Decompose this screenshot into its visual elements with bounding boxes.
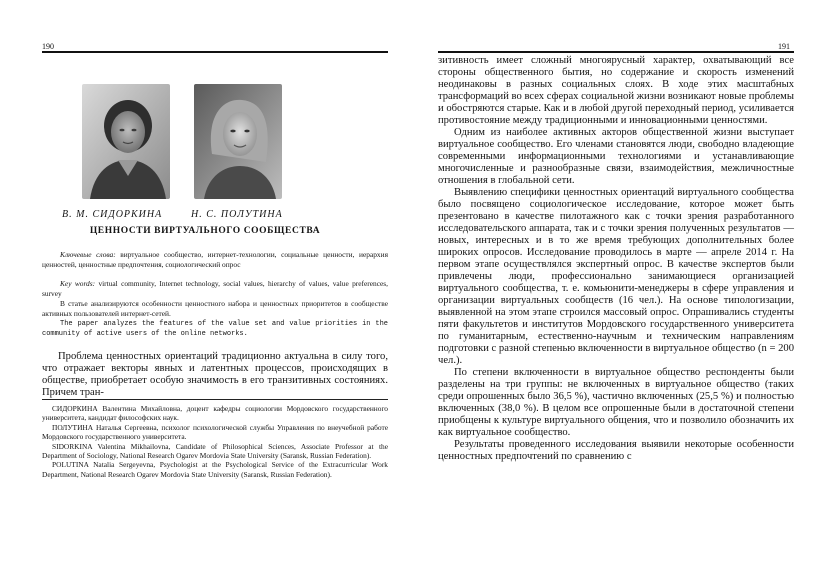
paragraph: зитивность имеет сложный многоярусный характер, охватывающий все стороны общественного бытия, но содержание и скорость изменений неодинаковы в разных социальных слоях. В ходе этих масштабных трансформаций во всех сферах социальной жизни возникают новые проблемы и обостряются старые. Как и в любой другой переходный период, усиливается противостояние между традиционными и инновационными ценностями.: [438, 55, 794, 126]
keywords-en-text: virtual community, Internet technology, social values, hierarchy of values, value preferences, survey: [42, 279, 388, 298]
footnote: SIDORKINA Valentina Mikhailovna, Candidate of Philosophical Sciences, Associate Professor at the Department of Sociology, National Research Ogarev Mordovia State University (Saransk, Russian Federation).: [42, 441, 388, 461]
abstract-ru: В статье анализируются особенности ценностного набора и ценностных приоритетов в сообществе активных пользователей интернет-сетей.: [42, 299, 388, 318]
paragraph: По степени включенности в виртуальное общество респонденты были разделены на три группы: не включенных в виртуальное общество (таких среди опрошенных было 36,5 %), частично включенных (25,5 %) и полностью включенных (38,0 %). В целом все опрошенные были в достаточной степени приобщены к культуре виртуального общения, что и позволило обозначить их как виртуальное сообщество.: [438, 367, 794, 438]
body-text-right: [438, 55, 794, 463]
right-page: [410, 0, 820, 566]
paragraph: Одним из наиболее активных акторов общественной жизни выступает виртуальное сообщество. Его членами становятся люди, свободно владеющие современными информационными технологиями и устанавливающие многочисленные и разнообразные связи, взаимодействия, межличностные отношения в глобальной сети.: [438, 127, 794, 186]
footnote: ПОЛУТИНА Наталья Сергеевна, психолог психологической службы Управления по внеучебной работе Мордовского государственного университета.: [42, 422, 388, 442]
author-photo-sidorkina: [82, 84, 170, 199]
abstract-en: The paper analyzes the features of the value set and value priorities in the community of active users of the online networks.: [42, 320, 388, 338]
header-rule-right: [438, 51, 794, 53]
paragraph: Проблема ценностных ориентаций традиционно актуальна в силу того, что отражает векторы явных и латентных процессов, происходящих в обществе, приобретает особую значимость в его транзитивных состояниях. Причем тран-: [42, 351, 388, 398]
footnote-rule: [42, 399, 388, 400]
paragraph: Результаты проведенного исследования выявили некоторые особенности ценностных предпочтений по сравнению с: [438, 439, 794, 462]
keywords-ru: [42, 250, 388, 269]
page-number-right: 191: [778, 42, 790, 51]
keywords-en: [42, 279, 388, 298]
body-text-left: [42, 351, 388, 399]
keywords-en-label: Key words:: [60, 279, 96, 288]
author-name-2: Н. С. ПОЛУТИНА: [191, 209, 283, 220]
author-name-1: В. М. СИДОРКИНА: [62, 209, 163, 220]
page-number-left: 190: [42, 42, 54, 51]
footnotes: [42, 404, 388, 479]
author-photo-polutina: [194, 84, 282, 199]
paragraph: Выявлению специфики ценностных ориентаций виртуального сообщества было посвящено социологическое исследование, которое может быть презентовано в качестве пилотажного как с точки зрения разработанного исследовательского аппарата, так и с точки зрения полученных результатов — новых, интересных и в то же время требующих дополнительных более широких опросов. Исследование проводилось в марте — апреле 2014 г. На первом этапе осуществлялся экспертный опрос. В качестве экспертов были привлечены люди, профессионально занимающиеся организацией виртуального сообщества, т. е. комьюнити-менеджеры в сфере управления и организации виртуальных сообществ (16 чел.). На основе типологизации, выявленной на этом этапе строился массовый опрос. Опрашивались студенты пяти факультетов и институтов Мордовского государственного университета по гуманитарным, естественно-научным и техническим направлениям подготовки с разной степенью включенности в виртуальное общество (n = 200 чел.).: [438, 187, 794, 366]
keywords-ru-text: виртуальное сообщество, интернет-технологии, социальные ценности, иерархия ценностей, ценностные предпочтения, социологический опрос: [42, 250, 388, 269]
footnote: POLUTINA Natalia Sergeyevna, Psychologist at the Psychological Service of the Extracurricular Work Department, National Research Ogarev Mordovia State University (Saransk, Russian Federation).: [42, 460, 388, 479]
keywords-ru-label: Ключевые слова:: [60, 250, 116, 259]
article-title: ЦЕННОСТИ ВИРТУАЛЬНОГО СООБЩЕСТВА: [89, 226, 321, 236]
footnote: СИДОРКИНА Валентина Михайловна, доцент кафедры социологии Мордовского государственного университета, кандидат философских наук.: [42, 404, 388, 423]
header-rule-left: [42, 51, 388, 53]
